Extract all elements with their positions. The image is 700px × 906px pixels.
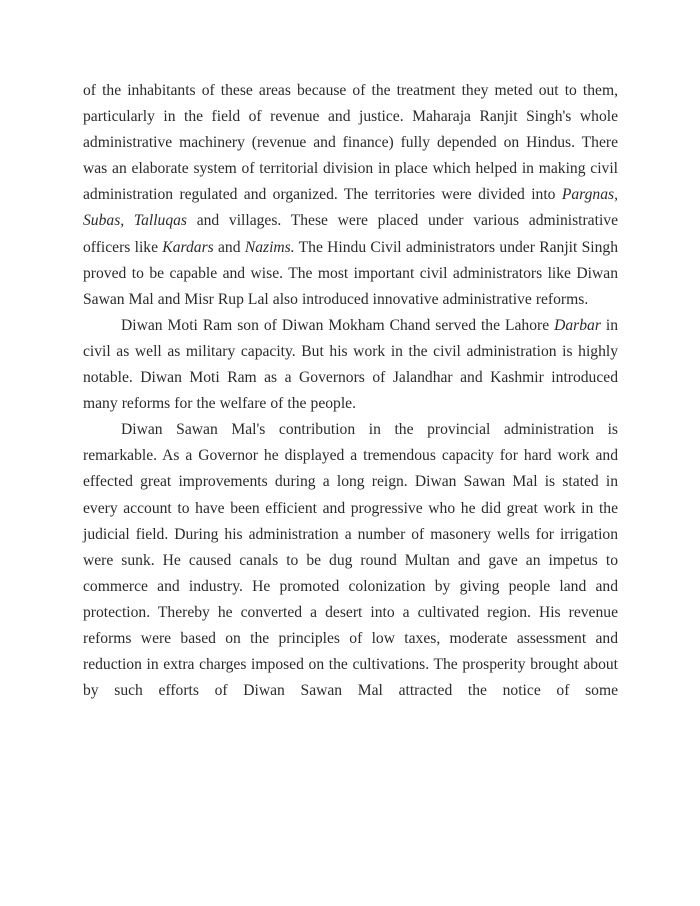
paragraph <box>83 417 618 730</box>
text-run: and <box>213 238 245 256</box>
paragraph <box>83 78 618 313</box>
italic-term: Kardars <box>162 238 214 256</box>
body-text-column <box>83 78 618 730</box>
text-run: Diwan Moti Ram son of Diwan Mokham Chand served the Lahore <box>121 316 555 334</box>
text-run: of the inhabitants of these areas because of the treatment they meted out to them, particularly in the field of revenue and justice. Maharaja Ranjit Singh's whole administrative machinery (revenue and finance) fully depended on Hindus. There was an elaborate system of territorial division in place which helped in making civil administration regulated and organized. The territories were divided into <box>83 82 618 204</box>
text-run: The Hindu Civil administrators under Ranjit Singh proved to be capable and wise. The most important civil administrators like Diwan Sawan Mal and Misr Rup Lal also introduced innovative administrative reforms. <box>83 238 618 308</box>
italic-term: Nazims. <box>244 238 295 256</box>
text-run: in civil as well as military capacity. But his work in the civil administration is highly notable. Diwan Moti Ram as a Governors of Jalandhar and Kashmir introduced many reforms for the welfare of the people. <box>83 316 618 413</box>
text-run: and villages. These were placed under various administrative officers like <box>83 212 618 256</box>
italic-term: Pargnas, Subas, Talluqas <box>83 186 618 230</box>
italic-term: Darbar <box>554 316 601 334</box>
paragraph <box>83 313 618 417</box>
text-run: Diwan Sawan Mal's contribution in the provincial administration is remarkable. As a Governor he displayed a tremendous capacity for hard work and effected great improvements during a long reign. Diwan Sawan Mal is stated in every account to have been efficient and progressive who he did great work in the judicial field. During his administration a number of masonery wells for irrigation were sunk. He caused canals to be dug round Multan and gave an impetus to commerce and industry. He promoted colonization by giving people land and protection. Thereby he converted a desert into a cultivated region. His revenue reforms were based on the principles of low taxes, moderate assessment and reduction in extra charges imposed on the cultivations. The prosperity brought about by such efforts of Diwan Sawan Mal attracted the notice of some <box>83 421 618 700</box>
